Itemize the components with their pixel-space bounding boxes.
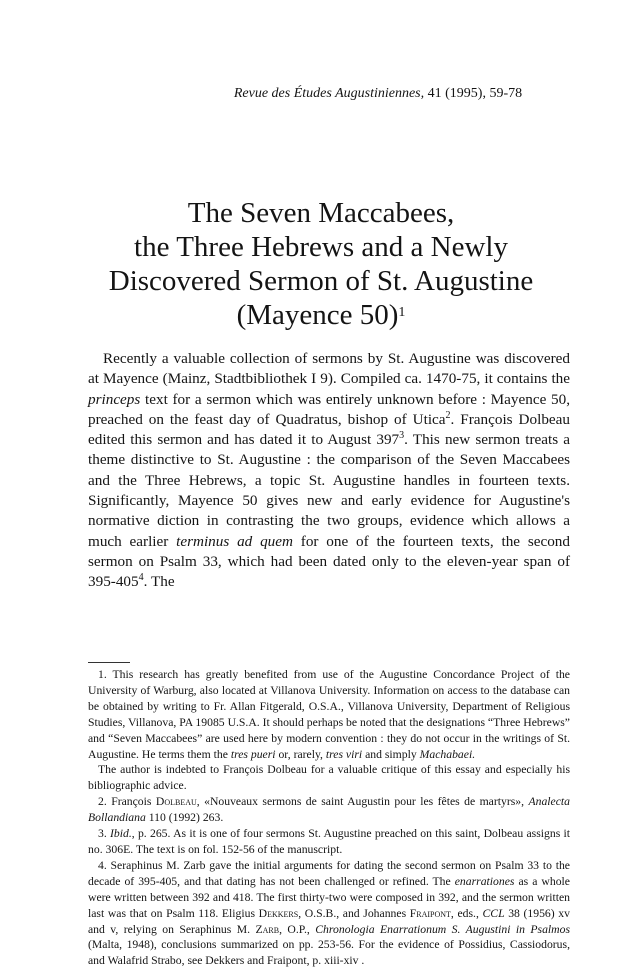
- note-italic: Ibid.: [110, 827, 132, 841]
- note-author: Dekkers: [258, 906, 299, 920]
- journal-citation: 41 (1995), 59-78: [424, 86, 523, 101]
- journal-name: Revue des Études Augustiniennes,: [233, 86, 425, 101]
- footnote-3: [88, 826, 570, 858]
- body-text: [88, 349, 570, 593]
- note-author: Zarb: [255, 922, 280, 936]
- note-text: , O.P.,: [279, 922, 316, 936]
- footnotes: [88, 667, 570, 969]
- body-text-run: . François Dolbeau edited this sermon and has dated it to August 397: [88, 410, 570, 449]
- note-text: , eds.,: [450, 906, 483, 920]
- title-line-3: Discovered Sermon of St. Augustine: [108, 265, 534, 297]
- note-italic: CCL: [482, 906, 505, 920]
- title-line-4-text: (Mayence 50): [236, 299, 399, 331]
- note-italic: Machabaei.: [419, 747, 476, 761]
- note-text: (Malta, 1948), conclusions summarized on pp. 253-56. For the evidence of Possidius, Cassiodorus, and Walafrid Strabo, see Dekkers and Fraipont, p. xiii-xiv .: [88, 938, 570, 968]
- note-text: 110 (1992) 263.: [145, 811, 224, 825]
- body-italic-run: terminus ad quem: [176, 532, 293, 550]
- article-title: [0, 196, 642, 332]
- body-text-run: for one of the fourteen texts, the second sermon on Psalm 33, which had been dated only to the eleven-year span of 395-405: [88, 532, 570, 591]
- note-text: and simply: [362, 747, 420, 761]
- footnote-ref-4[interactable]: 4: [138, 572, 144, 584]
- note-text: 4. Seraphinus M. Zarb gave the initial arguments for dating the second sermon on Psalm 33 to the decade of 395-405, and that dating has not been challenged or refined. The: [88, 858, 570, 888]
- note-text: as a whole were written between 392 and 418. The first thirty-two were composed in 392, and the sermon written last was that on Psalm 118. Eligius: [88, 874, 570, 920]
- note-text: The author is indebted to François Dolbeau for a valuable critique of this essay and especially his bibliographic advice.: [88, 763, 570, 793]
- body-text-run: . This new sermon treats a theme distinctive to St. Augustine : the comparison of the Seven Maccabees and the Three Hebrews, a topic St. Augustine handles in fourteen texts. Significantly, Mayence 50 gives new and early evidence for Augustine's normative diction in contrasting the two groups, evidence which allows a much earlier: [88, 431, 570, 550]
- running-header: [0, 86, 642, 102]
- title-line-4: [0, 298, 642, 332]
- body-text-run: Recently a valuable collection of sermons by St. Augustine was discovered at Mayence (Mainz, Stadtbibliothek I 9). Compiled ca. 1470-75, it contains the: [88, 350, 570, 388]
- body-italic-run: princeps: [88, 390, 141, 408]
- note-text: , O.S.B., and Johannes: [298, 906, 410, 920]
- note-text: , p. 265. As it is one of four sermons St. Augustine preached on this saint, Dolbeau assigns it no. 306E. The text is on fol. 152-56 of the manuscript.: [88, 827, 570, 856]
- note-italic: Analecta Bollandiana: [88, 795, 571, 825]
- note-text: 38 (1956) xv and v, relying on Seraphinus M.: [88, 906, 570, 936]
- title-footnote-ref[interactable]: 1: [398, 305, 406, 320]
- footnote-separator: [88, 662, 130, 663]
- body-paragraph: [88, 349, 570, 593]
- note-author: Dolbeau: [155, 795, 197, 809]
- note-text: , «Nouveaux sermons de saint Augustin pour les fêtes de martyrs»,: [196, 795, 529, 809]
- note-text: 1. This research has greatly benefited from use of the Augustine Concordance Project of the University of Warburg, also located at Villanova University. Information on access to the database can be obtained by writing to Fr. Allan Fitgerald, O.S.A., Villanova University, Department of Religious Studies, Villanova, PA 19085 U.S.A. It should perhaps be noted that the designations “Three Hebrews” and “Seven Maccabees” are used here by modern convention : they do not occur in the writings of St. Augustine. He terms them the: [88, 668, 570, 761]
- footnote-4: [88, 858, 570, 969]
- footnote-1-continued: [88, 762, 570, 794]
- footnote-ref-3[interactable]: 3: [399, 430, 405, 442]
- body-text-run: . The: [143, 573, 175, 591]
- note-text: 3.: [98, 827, 111, 841]
- note-text: 2. François: [98, 795, 156, 809]
- note-text: or, rarely,: [275, 747, 326, 761]
- note-italic: tres pueri: [230, 747, 276, 761]
- note-italic: tres viri: [325, 747, 363, 761]
- title-line-1: The Seven Maccabees,: [187, 197, 455, 229]
- footnote-2: [88, 794, 570, 826]
- note-italic: enarrationes: [454, 874, 515, 888]
- footnote-ref-2[interactable]: 2: [445, 409, 451, 421]
- note-author: Fraipont: [409, 906, 451, 920]
- note-italic: Chronologia Enarrationum S. Augustini in Psalmos: [315, 922, 570, 936]
- title-line-2: the Three Hebrews and a Newly: [134, 231, 508, 263]
- footnote-1: [88, 667, 570, 762]
- body-text-run: text for a sermon which was entirely unknown before : Mayence 50, preached on the feast day of Quadratus, bishop of Utica: [88, 390, 570, 428]
